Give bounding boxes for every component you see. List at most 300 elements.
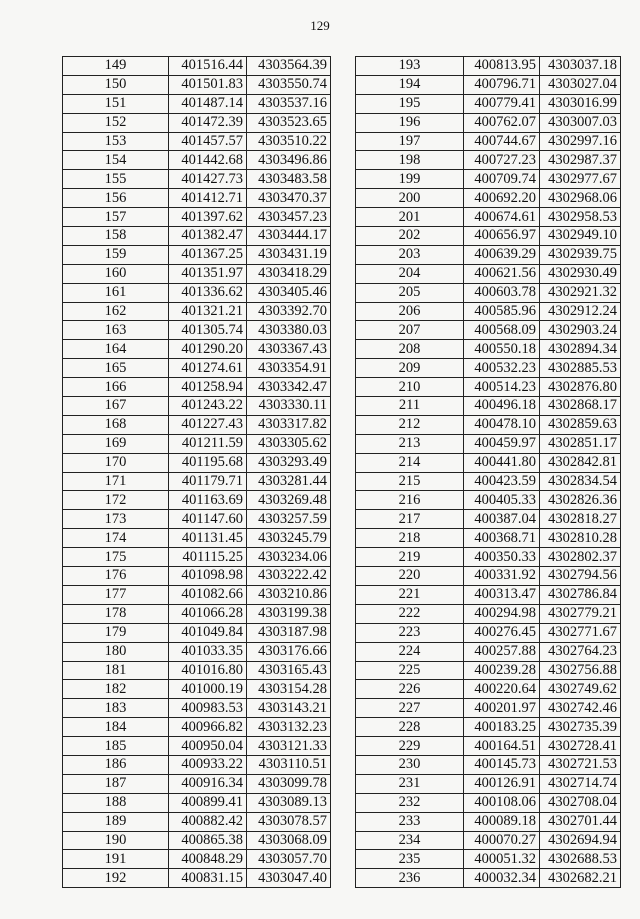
table-row xyxy=(356,567,621,586)
table-row xyxy=(63,359,331,378)
table-row xyxy=(63,151,331,170)
x-coordinate-cell: 400796.71 xyxy=(464,75,540,94)
x-coordinate-cell: 400201.97 xyxy=(464,699,540,718)
y-coordinate-cell: 4302794.56 xyxy=(540,567,621,586)
point-number-cell: 157 xyxy=(63,208,169,227)
y-coordinate-cell: 4302749.62 xyxy=(540,680,621,699)
page-number: 129 xyxy=(310,18,330,33)
y-coordinate-cell: 4302756.88 xyxy=(540,661,621,680)
point-number-cell: 200 xyxy=(356,189,464,208)
point-number-cell: 191 xyxy=(63,850,169,869)
point-number-cell: 211 xyxy=(356,397,464,416)
table-row xyxy=(356,321,621,340)
x-coordinate-cell: 400350.33 xyxy=(464,548,540,567)
y-coordinate-cell: 4302771.67 xyxy=(540,623,621,642)
x-coordinate-cell: 401211.59 xyxy=(169,434,247,453)
point-number-cell: 159 xyxy=(63,245,169,264)
x-coordinate-cell: 400727.23 xyxy=(464,151,540,170)
x-coordinate-cell: 400568.09 xyxy=(464,321,540,340)
x-coordinate-cell: 400950.04 xyxy=(169,737,247,756)
y-coordinate-cell: 4302894.34 xyxy=(540,340,621,359)
x-coordinate-cell: 401033.35 xyxy=(169,642,247,661)
y-coordinate-cell: 4302930.49 xyxy=(540,264,621,283)
y-coordinate-cell: 4303068.09 xyxy=(247,831,331,850)
point-number-cell: 222 xyxy=(356,604,464,623)
table-row xyxy=(356,548,621,567)
point-number-cell: 153 xyxy=(63,132,169,151)
point-number-cell: 156 xyxy=(63,189,169,208)
table-row xyxy=(63,699,331,718)
x-coordinate-cell: 400331.92 xyxy=(464,567,540,586)
table-row xyxy=(63,453,331,472)
point-number-cell: 179 xyxy=(63,623,169,642)
table-row xyxy=(63,850,331,869)
point-number-cell: 186 xyxy=(63,755,169,774)
x-coordinate-cell: 401147.60 xyxy=(169,510,247,529)
point-number-cell: 217 xyxy=(356,510,464,529)
point-number-cell: 188 xyxy=(63,793,169,812)
y-coordinate-cell: 4302939.75 xyxy=(540,245,621,264)
table-row xyxy=(356,434,621,453)
table-row xyxy=(356,151,621,170)
y-coordinate-cell: 4303564.39 xyxy=(247,57,331,76)
point-number-cell: 166 xyxy=(63,378,169,397)
coordinate-table-right xyxy=(355,56,621,888)
x-coordinate-cell: 401066.28 xyxy=(169,604,247,623)
table-row xyxy=(63,378,331,397)
point-number-cell: 214 xyxy=(356,453,464,472)
y-coordinate-cell: 4302802.37 xyxy=(540,548,621,567)
y-coordinate-cell: 4302708.04 xyxy=(540,793,621,812)
x-coordinate-cell: 400674.61 xyxy=(464,208,540,227)
table-row xyxy=(63,529,331,548)
x-coordinate-cell: 401258.94 xyxy=(169,378,247,397)
y-coordinate-cell: 4302997.16 xyxy=(540,132,621,151)
table-row xyxy=(356,737,621,756)
point-number-cell: 229 xyxy=(356,737,464,756)
table-row xyxy=(356,869,621,888)
point-number-cell: 221 xyxy=(356,585,464,604)
y-coordinate-cell: 4303470.37 xyxy=(247,189,331,208)
y-coordinate-cell: 4303550.74 xyxy=(247,75,331,94)
point-number-cell: 181 xyxy=(63,661,169,680)
point-number-cell: 212 xyxy=(356,415,464,434)
y-coordinate-cell: 4302728.41 xyxy=(540,737,621,756)
point-number-cell: 218 xyxy=(356,529,464,548)
y-coordinate-cell: 4303089.13 xyxy=(247,793,331,812)
table-row xyxy=(356,283,621,302)
x-coordinate-cell: 400744.67 xyxy=(464,132,540,151)
x-coordinate-cell: 400656.97 xyxy=(464,227,540,246)
table-row xyxy=(63,604,331,623)
x-coordinate-cell: 401427.73 xyxy=(169,170,247,189)
x-coordinate-cell: 401351.97 xyxy=(169,264,247,283)
y-coordinate-cell: 4303210.86 xyxy=(247,585,331,604)
table-row xyxy=(63,642,331,661)
y-coordinate-cell: 4302742.46 xyxy=(540,699,621,718)
y-coordinate-cell: 4302851.17 xyxy=(540,434,621,453)
table-row xyxy=(356,264,621,283)
x-coordinate-cell: 400423.59 xyxy=(464,472,540,491)
y-coordinate-cell: 4303121.33 xyxy=(247,737,331,756)
x-coordinate-cell: 401243.22 xyxy=(169,397,247,416)
point-number-cell: 234 xyxy=(356,831,464,850)
x-coordinate-cell: 400639.29 xyxy=(464,245,540,264)
y-coordinate-cell: 4302859.63 xyxy=(540,415,621,434)
table-row xyxy=(356,170,621,189)
table-row xyxy=(63,264,331,283)
y-coordinate-cell: 4302987.37 xyxy=(540,151,621,170)
point-number-cell: 206 xyxy=(356,302,464,321)
y-coordinate-cell: 4302694.94 xyxy=(540,831,621,850)
y-coordinate-cell: 4302842.81 xyxy=(540,453,621,472)
y-coordinate-cell: 4303057.70 xyxy=(247,850,331,869)
point-number-cell: 158 xyxy=(63,227,169,246)
x-coordinate-cell: 400813.95 xyxy=(464,57,540,76)
x-coordinate-cell: 400405.33 xyxy=(464,491,540,510)
table-row xyxy=(63,245,331,264)
table-row xyxy=(356,755,621,774)
table-row xyxy=(356,850,621,869)
x-coordinate-cell: 400089.18 xyxy=(464,812,540,831)
table-row xyxy=(63,812,331,831)
x-coordinate-cell: 401098.98 xyxy=(169,567,247,586)
x-coordinate-cell: 400899.41 xyxy=(169,793,247,812)
point-number-cell: 197 xyxy=(356,132,464,151)
x-coordinate-cell: 401115.25 xyxy=(169,548,247,567)
y-coordinate-cell: 4303165.43 xyxy=(247,661,331,680)
y-coordinate-cell: 4303222.42 xyxy=(247,567,331,586)
y-coordinate-cell: 4303354.91 xyxy=(247,359,331,378)
point-number-cell: 168 xyxy=(63,415,169,434)
point-number-cell: 185 xyxy=(63,737,169,756)
table-row xyxy=(63,774,331,793)
y-coordinate-cell: 4303317.82 xyxy=(247,415,331,434)
y-coordinate-cell: 4303257.59 xyxy=(247,510,331,529)
y-coordinate-cell: 4302764.23 xyxy=(540,642,621,661)
point-number-cell: 199 xyxy=(356,170,464,189)
point-number-cell: 149 xyxy=(63,57,169,76)
y-coordinate-cell: 4303405.46 xyxy=(247,283,331,302)
table-row xyxy=(63,170,331,189)
point-number-cell: 231 xyxy=(356,774,464,793)
point-number-cell: 207 xyxy=(356,321,464,340)
y-coordinate-cell: 4303330.11 xyxy=(247,397,331,416)
x-coordinate-cell: 401501.83 xyxy=(169,75,247,94)
point-number-cell: 183 xyxy=(63,699,169,718)
point-number-cell: 152 xyxy=(63,113,169,132)
x-coordinate-cell: 401082.66 xyxy=(169,585,247,604)
table-row xyxy=(63,661,331,680)
y-coordinate-cell: 4303269.48 xyxy=(247,491,331,510)
table-row xyxy=(356,699,621,718)
point-number-cell: 228 xyxy=(356,718,464,737)
table-row xyxy=(63,718,331,737)
y-coordinate-cell: 4303281.44 xyxy=(247,472,331,491)
table-row xyxy=(356,340,621,359)
y-coordinate-cell: 4302701.44 xyxy=(540,812,621,831)
table-row xyxy=(356,132,621,151)
point-number-cell: 216 xyxy=(356,491,464,510)
table-row xyxy=(356,227,621,246)
x-coordinate-cell: 400051.32 xyxy=(464,850,540,869)
y-coordinate-cell: 4303367.43 xyxy=(247,340,331,359)
table-row xyxy=(63,755,331,774)
table-row xyxy=(63,434,331,453)
x-coordinate-cell: 401487.14 xyxy=(169,94,247,113)
y-coordinate-cell: 4303187.98 xyxy=(247,623,331,642)
y-coordinate-cell: 4303154.28 xyxy=(247,680,331,699)
table-row xyxy=(356,718,621,737)
x-coordinate-cell: 401336.62 xyxy=(169,283,247,302)
x-coordinate-cell: 400916.34 xyxy=(169,774,247,793)
y-coordinate-cell: 4302876.80 xyxy=(540,378,621,397)
point-number-cell: 180 xyxy=(63,642,169,661)
x-coordinate-cell: 400257.88 xyxy=(464,642,540,661)
y-coordinate-cell: 4303496.86 xyxy=(247,151,331,170)
table-row xyxy=(63,510,331,529)
point-number-cell: 192 xyxy=(63,869,169,888)
y-coordinate-cell: 4303037.18 xyxy=(540,57,621,76)
x-coordinate-cell: 400294.98 xyxy=(464,604,540,623)
point-number-cell: 163 xyxy=(63,321,169,340)
point-number-cell: 174 xyxy=(63,529,169,548)
point-number-cell: 150 xyxy=(63,75,169,94)
y-coordinate-cell: 4303132.23 xyxy=(247,718,331,737)
point-number-cell: 213 xyxy=(356,434,464,453)
point-number-cell: 202 xyxy=(356,227,464,246)
point-number-cell: 155 xyxy=(63,170,169,189)
table-row xyxy=(63,585,331,604)
point-number-cell: 193 xyxy=(356,57,464,76)
point-number-cell: 226 xyxy=(356,680,464,699)
point-number-cell: 189 xyxy=(63,812,169,831)
table-row xyxy=(63,75,331,94)
x-coordinate-cell: 401227.43 xyxy=(169,415,247,434)
point-number-cell: 160 xyxy=(63,264,169,283)
point-number-cell: 195 xyxy=(356,94,464,113)
table-row xyxy=(63,57,331,76)
table-row xyxy=(356,623,621,642)
x-coordinate-cell: 401382.47 xyxy=(169,227,247,246)
x-coordinate-cell: 401195.68 xyxy=(169,453,247,472)
y-coordinate-cell: 4303444.17 xyxy=(247,227,331,246)
table-row xyxy=(63,94,331,113)
table-row xyxy=(63,623,331,642)
x-coordinate-cell: 400779.41 xyxy=(464,94,540,113)
point-number-cell: 190 xyxy=(63,831,169,850)
point-number-cell: 170 xyxy=(63,453,169,472)
x-coordinate-cell: 401016.80 xyxy=(169,661,247,680)
y-coordinate-cell: 4303027.04 xyxy=(540,75,621,94)
table-row xyxy=(356,793,621,812)
x-coordinate-cell: 400692.20 xyxy=(464,189,540,208)
point-number-cell: 201 xyxy=(356,208,464,227)
y-coordinate-cell: 4303078.57 xyxy=(247,812,331,831)
x-coordinate-cell: 400478.10 xyxy=(464,415,540,434)
table-row xyxy=(356,245,621,264)
x-coordinate-cell: 400603.78 xyxy=(464,283,540,302)
point-number-cell: 167 xyxy=(63,397,169,416)
point-number-cell: 154 xyxy=(63,151,169,170)
table-row xyxy=(63,113,331,132)
table-row xyxy=(356,189,621,208)
x-coordinate-cell: 400145.73 xyxy=(464,755,540,774)
point-number-cell: 223 xyxy=(356,623,464,642)
y-coordinate-cell: 4302786.84 xyxy=(540,585,621,604)
x-coordinate-cell: 400387.04 xyxy=(464,510,540,529)
table-row xyxy=(356,472,621,491)
table-row xyxy=(63,283,331,302)
y-coordinate-cell: 4302885.53 xyxy=(540,359,621,378)
point-number-cell: 224 xyxy=(356,642,464,661)
x-coordinate-cell: 401397.62 xyxy=(169,208,247,227)
y-coordinate-cell: 4302721.53 xyxy=(540,755,621,774)
point-number-cell: 198 xyxy=(356,151,464,170)
y-coordinate-cell: 4302912.24 xyxy=(540,302,621,321)
x-coordinate-cell: 400621.56 xyxy=(464,264,540,283)
y-coordinate-cell: 4302735.39 xyxy=(540,718,621,737)
point-number-cell: 177 xyxy=(63,585,169,604)
point-number-cell: 173 xyxy=(63,510,169,529)
point-number-cell: 232 xyxy=(356,793,464,812)
y-coordinate-cell: 4303510.22 xyxy=(247,132,331,151)
point-number-cell: 151 xyxy=(63,94,169,113)
x-coordinate-cell: 401179.71 xyxy=(169,472,247,491)
point-number-cell: 209 xyxy=(356,359,464,378)
table-row xyxy=(63,321,331,340)
table-row xyxy=(356,812,621,831)
y-coordinate-cell: 4302903.24 xyxy=(540,321,621,340)
x-coordinate-cell: 400966.82 xyxy=(169,718,247,737)
point-number-cell: 175 xyxy=(63,548,169,567)
table-row xyxy=(63,491,331,510)
point-number-cell: 182 xyxy=(63,680,169,699)
table-row xyxy=(63,397,331,416)
table-row xyxy=(63,680,331,699)
table-row xyxy=(63,227,331,246)
y-coordinate-cell: 4303457.23 xyxy=(247,208,331,227)
x-coordinate-cell: 401163.69 xyxy=(169,491,247,510)
table-row xyxy=(63,189,331,208)
y-coordinate-cell: 4302834.54 xyxy=(540,472,621,491)
y-coordinate-cell: 4302958.53 xyxy=(540,208,621,227)
y-coordinate-cell: 4303047.40 xyxy=(247,869,331,888)
table-row xyxy=(356,529,621,548)
table-row xyxy=(356,680,621,699)
x-coordinate-cell: 400220.64 xyxy=(464,680,540,699)
point-number-cell: 196 xyxy=(356,113,464,132)
y-coordinate-cell: 4303110.51 xyxy=(247,755,331,774)
x-coordinate-cell: 401290.20 xyxy=(169,340,247,359)
y-coordinate-cell: 4303305.62 xyxy=(247,434,331,453)
x-coordinate-cell: 400762.07 xyxy=(464,113,540,132)
y-coordinate-cell: 4303234.06 xyxy=(247,548,331,567)
x-coordinate-cell: 401442.68 xyxy=(169,151,247,170)
x-coordinate-cell: 400239.28 xyxy=(464,661,540,680)
y-coordinate-cell: 4303537.16 xyxy=(247,94,331,113)
x-coordinate-cell: 400865.38 xyxy=(169,831,247,850)
point-number-cell: 220 xyxy=(356,567,464,586)
x-coordinate-cell: 401321.21 xyxy=(169,302,247,321)
table-row xyxy=(356,661,621,680)
table-row xyxy=(63,793,331,812)
point-number-cell: 171 xyxy=(63,472,169,491)
y-coordinate-cell: 4303099.78 xyxy=(247,774,331,793)
y-coordinate-cell: 4303176.66 xyxy=(247,642,331,661)
table-row xyxy=(356,75,621,94)
table-row xyxy=(356,208,621,227)
x-coordinate-cell: 401516.44 xyxy=(169,57,247,76)
y-coordinate-cell: 4303245.79 xyxy=(247,529,331,548)
point-number-cell: 194 xyxy=(356,75,464,94)
y-coordinate-cell: 4303199.38 xyxy=(247,604,331,623)
table-row xyxy=(356,57,621,76)
table-row xyxy=(356,94,621,113)
x-coordinate-cell: 400848.29 xyxy=(169,850,247,869)
x-coordinate-cell: 400183.25 xyxy=(464,718,540,737)
point-number-cell: 162 xyxy=(63,302,169,321)
x-coordinate-cell: 400032.34 xyxy=(464,869,540,888)
x-coordinate-cell: 401049.84 xyxy=(169,623,247,642)
x-coordinate-cell: 400550.18 xyxy=(464,340,540,359)
table-row xyxy=(63,869,331,888)
table-row xyxy=(356,378,621,397)
table-row xyxy=(63,208,331,227)
x-coordinate-cell: 400933.22 xyxy=(169,755,247,774)
y-coordinate-cell: 4303143.21 xyxy=(247,699,331,718)
x-coordinate-cell: 400496.18 xyxy=(464,397,540,416)
x-coordinate-cell: 401412.71 xyxy=(169,189,247,208)
point-number-cell: 235 xyxy=(356,850,464,869)
coordinate-table-left xyxy=(62,56,331,888)
y-coordinate-cell: 4302682.21 xyxy=(540,869,621,888)
table-row xyxy=(356,359,621,378)
point-number-cell: 227 xyxy=(356,699,464,718)
point-number-cell: 204 xyxy=(356,264,464,283)
y-coordinate-cell: 4303523.65 xyxy=(247,113,331,132)
y-coordinate-cell: 4303418.29 xyxy=(247,264,331,283)
point-number-cell: 208 xyxy=(356,340,464,359)
y-coordinate-cell: 4303392.70 xyxy=(247,302,331,321)
x-coordinate-cell: 400882.42 xyxy=(169,812,247,831)
point-number-cell: 172 xyxy=(63,491,169,510)
x-coordinate-cell: 400459.97 xyxy=(464,434,540,453)
y-coordinate-cell: 4303483.58 xyxy=(247,170,331,189)
x-coordinate-cell: 400441.80 xyxy=(464,453,540,472)
x-coordinate-cell: 400983.53 xyxy=(169,699,247,718)
point-number-cell: 203 xyxy=(356,245,464,264)
y-coordinate-cell: 4302810.28 xyxy=(540,529,621,548)
point-number-cell: 205 xyxy=(356,283,464,302)
x-coordinate-cell: 401305.74 xyxy=(169,321,247,340)
point-number-cell: 187 xyxy=(63,774,169,793)
y-coordinate-cell: 4303016.99 xyxy=(540,94,621,113)
point-number-cell: 230 xyxy=(356,755,464,774)
point-number-cell: 184 xyxy=(63,718,169,737)
table-row xyxy=(63,132,331,151)
x-coordinate-cell: 401457.57 xyxy=(169,132,247,151)
y-coordinate-cell: 4302921.32 xyxy=(540,283,621,302)
table-row xyxy=(63,472,331,491)
point-number-cell: 165 xyxy=(63,359,169,378)
x-coordinate-cell: 401274.61 xyxy=(169,359,247,378)
x-coordinate-cell: 400276.45 xyxy=(464,623,540,642)
point-number-cell: 161 xyxy=(63,283,169,302)
table-row xyxy=(356,642,621,661)
x-coordinate-cell: 400070.27 xyxy=(464,831,540,850)
y-coordinate-cell: 4302968.06 xyxy=(540,189,621,208)
